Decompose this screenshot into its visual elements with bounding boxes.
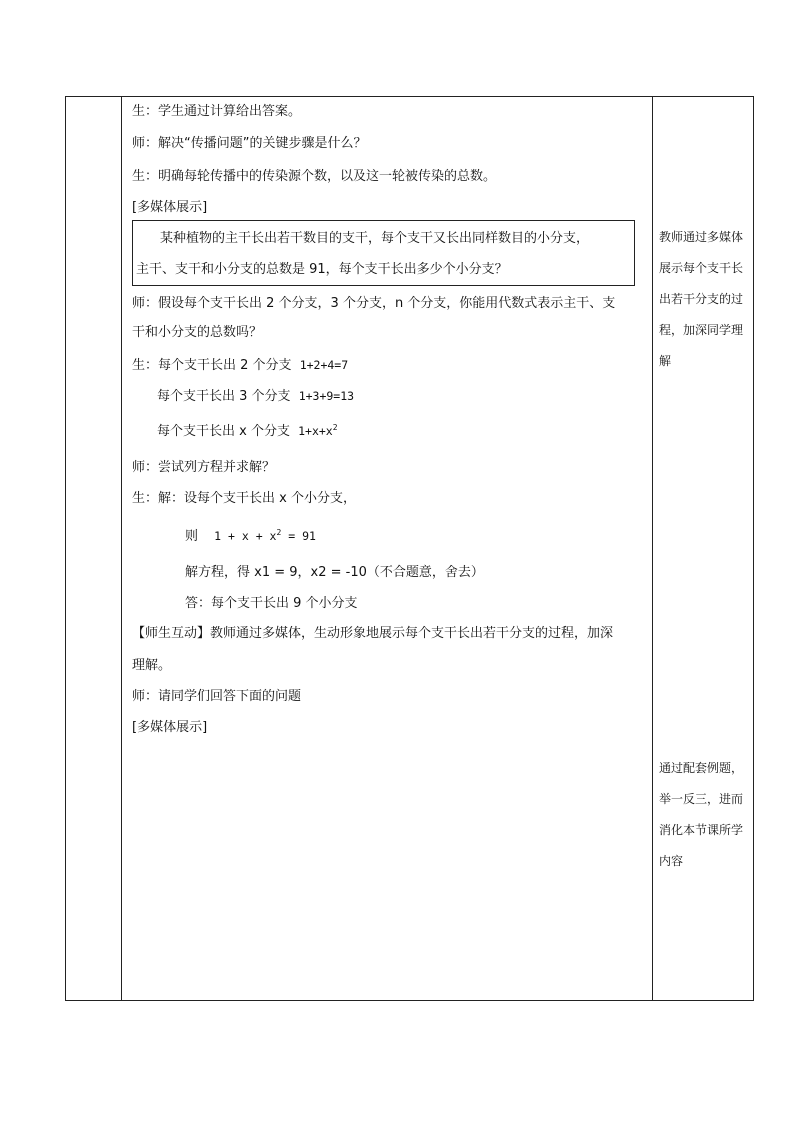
solution-setup: 生：解：设每个支干长出 x 个小分支， (132, 491, 356, 506)
side-note-2 (659, 753, 743, 877)
answer-case-2-text: 生：每个支干长出 2 个分支 (132, 358, 292, 373)
teacher-try-equation: 师：尝试列方程并求解？ (132, 460, 276, 475)
multimedia-label-2: [多媒体展示] (132, 720, 208, 735)
interaction-line-2: 理解。 (132, 658, 172, 673)
side-note-1-line: 出若干分支的过 (659, 292, 744, 306)
solution-equation-lhs: 1 + x + x (214, 529, 277, 543)
teacher-question-line: 师：解决“传播问题”的关键步骤是什么？ (132, 136, 367, 151)
solution-equation-rhs: = 91 (281, 529, 316, 543)
answer-case-2 (132, 356, 348, 375)
multimedia-label: [多媒体展示] (132, 200, 208, 215)
solution-equation-expr (214, 529, 316, 543)
side-note-2-line: 举一反三，进而 (659, 792, 744, 806)
side-note-2-line: 内容 (659, 854, 684, 868)
solution-equation (185, 527, 316, 546)
side-note-1-line: 展示每个支干长 (659, 261, 744, 275)
column-divider-left (121, 97, 122, 1000)
answer-case-x-expr (298, 424, 337, 438)
answer-case-3-text: 每个支干长出 3 个分支 (157, 389, 291, 404)
answer-case-x-base: 1+x+x (298, 424, 333, 438)
side-note-2-line: 消化本节课所学 (659, 823, 744, 837)
answer-case-x-exponent: 2 (332, 423, 338, 433)
side-note-1-line: 解 (659, 354, 672, 368)
student-response-line: 生：明确每轮传播中的传染源个数，以及这一轮被传染的总数。 (132, 169, 497, 184)
side-note-1-line: 教师通过多媒体 (659, 230, 744, 244)
answer-case-x (157, 422, 338, 441)
column-divider-right (652, 97, 653, 1000)
teacher-hypothesis-line-2: 干和小分支的总数吗？ (132, 325, 263, 340)
side-note-2-line: 通过配套例题， (659, 761, 744, 775)
problem-text-line-1: 某种植物的主干长出若干数目的支干，每个支干又长出同样数目的小分支， (160, 231, 590, 246)
answer-case-3-expr: 1+3+9=13 (298, 389, 355, 403)
answer-case-3 (157, 387, 354, 406)
student-answer-line: 生：学生通过计算给出答案。 (132, 104, 302, 119)
side-note-1 (659, 222, 743, 377)
side-note-1-line: 程，加深同学理 (659, 323, 744, 337)
problem-text-line-2: 主干、支干和小分支的总数是 91，每个支干长出多少个小分支？ (136, 262, 508, 277)
answer-case-x-text: 每个支干长出 x 个分支 (157, 424, 290, 439)
answer-case-2-expr: 1+2+4=7 (299, 358, 349, 372)
teacher-ask-line: 师：请同学们回答下面的问题 (132, 689, 302, 704)
solution-equation-label: 则 (185, 529, 199, 544)
teacher-hypothesis-line-1: 师：假设每个支干长出 2 个分支，3 个分支，n 个分支，你能用代数式表示主干、支 (132, 296, 616, 311)
solution-equation-exponent: 2 (276, 528, 282, 538)
interaction-line-1: 【师生互动】教师通过多媒体，生动形象地展示每个支干长出若干分支的过程，加深 (132, 626, 614, 641)
solution-answer: 答：每个支干长出 9 个小分支 (185, 596, 358, 611)
solution-solve: 解方程，得 x1 = 9，x2 = -10（不合题意，舍去） (185, 565, 484, 580)
